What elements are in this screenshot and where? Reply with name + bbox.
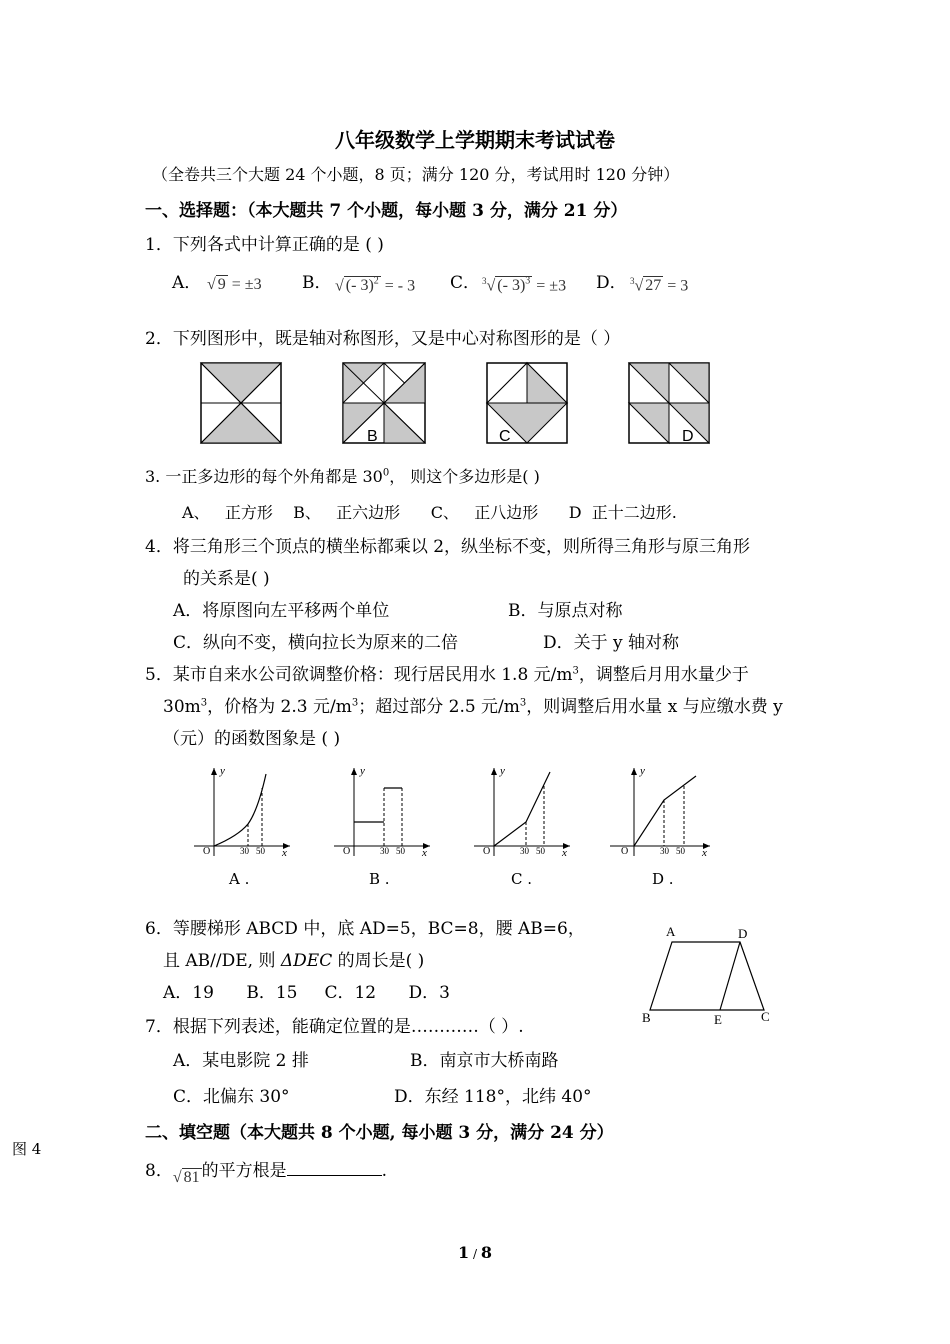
question-6-options: A．19 B．15 C．12 D．3 <box>163 983 450 1003</box>
question-5-line-1: 5．某市自来水公司欲调整价格：现行居民用水 1.8 元$/m^3$，调整后月用水量少于 <box>145 665 749 685</box>
question-2-stem: 2．下列图形中，既是轴对称图形，又是中心对称图形的是（ ） <box>145 329 621 349</box>
svg-text:B: B <box>642 1010 651 1025</box>
q1-option-d-expression: $^3$√ 27 = 3 <box>630 276 689 295</box>
q7-option-c: C．北偏东 30° <box>173 1087 290 1107</box>
q2-figure-b <box>340 360 430 448</box>
q1-option-a-label: A． <box>172 273 202 293</box>
page-title: 八年级数学上学期期末考试试卷 <box>335 128 615 152</box>
q1-option-b-expression: √ (- 3)$^2$ = - 3 <box>335 276 416 295</box>
q2-figure-d <box>626 360 714 448</box>
question-7-stem: 7．根据下列表述，能确定位置的是…………（ ）. <box>145 1017 524 1037</box>
q7-option-a: A．某电影院 2 排 <box>173 1051 309 1071</box>
q2-figure-a <box>198 360 286 448</box>
svg-text:O: O <box>203 846 211 857</box>
q6-trapezoid-figure <box>640 922 780 1030</box>
svg-text:30: 30 <box>240 846 249 856</box>
answer-blank[interactable] <box>287 1161 382 1176</box>
svg-text:O: O <box>343 846 351 857</box>
svg-text:50: 50 <box>396 846 405 856</box>
svg-text:30: 30 <box>660 846 669 856</box>
svg-text:O: O <box>621 846 629 857</box>
radical-sign-icon: √ <box>335 277 344 295</box>
q2-figure-c-label: C <box>499 428 511 445</box>
q2-figure-d-label: D <box>682 428 694 445</box>
q5-graph-c-label: C . <box>511 870 533 888</box>
q5-graph-b <box>326 760 436 860</box>
q2-figure-b-label: B <box>367 428 378 445</box>
radical-sign-icon: √ <box>634 277 644 295</box>
q5-graph-c <box>466 760 576 860</box>
q1-option-a-expression: √ 9 = ±3 <box>207 276 262 293</box>
radical-sign-icon: √ <box>486 277 496 295</box>
q4-option-b: B．与原点对称 <box>508 601 623 621</box>
q1-option-d-label: D． <box>596 273 627 293</box>
question-8: 8．√ 81 的平方根是 . <box>145 1161 388 1186</box>
radical-sign-icon: √ <box>207 276 216 293</box>
svg-text:O: O <box>483 846 491 857</box>
svg-text:x: x <box>562 847 567 859</box>
q5-graph-a <box>186 760 296 860</box>
question-3-stem: 3. 一正多边形的每个外角都是 $30^0$， 则这个多边形是( ) <box>145 467 540 486</box>
q1-option-c-label: C． <box>450 273 481 293</box>
svg-text:y: y <box>360 765 365 777</box>
svg-text:A: A <box>666 924 676 939</box>
q1-option-c-expression: $^3$√ (- 3)$^3$ = ±3 <box>482 276 567 295</box>
svg-text:y: y <box>640 765 645 777</box>
page-number: 1 / 8 <box>458 1243 492 1262</box>
svg-text:D: D <box>738 926 748 941</box>
question-5-line-3: （元）的函数图象是 ( ) <box>163 729 341 749</box>
question-3-options: A、 正方形 B、 正六边形 C、 正八边形 D 正十二边形. <box>182 503 677 522</box>
radical-sign-icon: √ <box>172 1169 182 1186</box>
q7-option-d: D．东经 118°，北纬 40° <box>394 1087 592 1107</box>
q4-option-c: C．纵向不变，横向拉长为原来的二倍 <box>173 633 459 653</box>
q7-option-b: B．南京市大桥南路 <box>410 1051 559 1071</box>
q4-option-a: A．将原图向左平移两个单位 <box>173 601 390 621</box>
q5-graph-d-label: D . <box>652 870 674 888</box>
section-2-heading: 二、填空题（本大题共 8 个小题, 每小题 3 分，满分 24 分） <box>145 1123 614 1143</box>
question-1-stem: 1．下列各式中计算正确的是 ( ) <box>145 235 384 255</box>
figure-4-caption: 图 4 <box>12 1140 42 1158</box>
svg-text:y: y <box>220 765 225 777</box>
svg-text:50: 50 <box>536 846 545 856</box>
q2-figure-c <box>484 360 572 448</box>
svg-text:50: 50 <box>256 846 265 856</box>
q4-option-d: D．关于 y 轴对称 <box>543 633 680 653</box>
svg-text:x: x <box>282 847 287 859</box>
q5-graph-b-label: B . <box>369 870 390 888</box>
question-6-line-2: 且 AB//DE, 则 ΔDEC 的周长是( ) <box>163 951 425 971</box>
question-4-stem: 4．将三角形三个顶点的横坐标都乘以 2，纵坐标不变，则所得三角形与原三角形 <box>145 537 751 557</box>
svg-text:30: 30 <box>380 846 389 856</box>
question-6-line-1: 6．等腰梯形 ABCD 中，底 AD=5，BC=8，腰 AB=6， <box>145 919 585 939</box>
q1-option-b-label: B． <box>302 273 332 293</box>
svg-text:y: y <box>500 765 505 777</box>
svg-text:x: x <box>702 847 707 859</box>
svg-text:C: C <box>761 1009 770 1024</box>
section-1-heading: 一、选择题：（本大题共 7 个小题，每小题 3 分，满分 21 分） <box>145 201 628 221</box>
q5-graph-a-label: A . <box>229 870 250 888</box>
svg-text:50: 50 <box>676 846 685 856</box>
question-4-stem-cont: 的关系是( ) <box>183 569 270 589</box>
question-5-line-2: $30m^3$，价格为 2.3 元$/m^3$；超过部分 2.5 元$/m^3$，则调整后用水量 x 与应缴水费 y <box>163 697 783 717</box>
svg-text:30: 30 <box>520 846 529 856</box>
q5-graph-d <box>606 760 716 860</box>
exam-subtitle: （全卷共三个大题 24 个小题，8 页；满分 120 分，考试用时 120 分钟） <box>152 165 680 184</box>
svg-text:x: x <box>422 847 427 859</box>
svg-text:E: E <box>714 1012 722 1027</box>
